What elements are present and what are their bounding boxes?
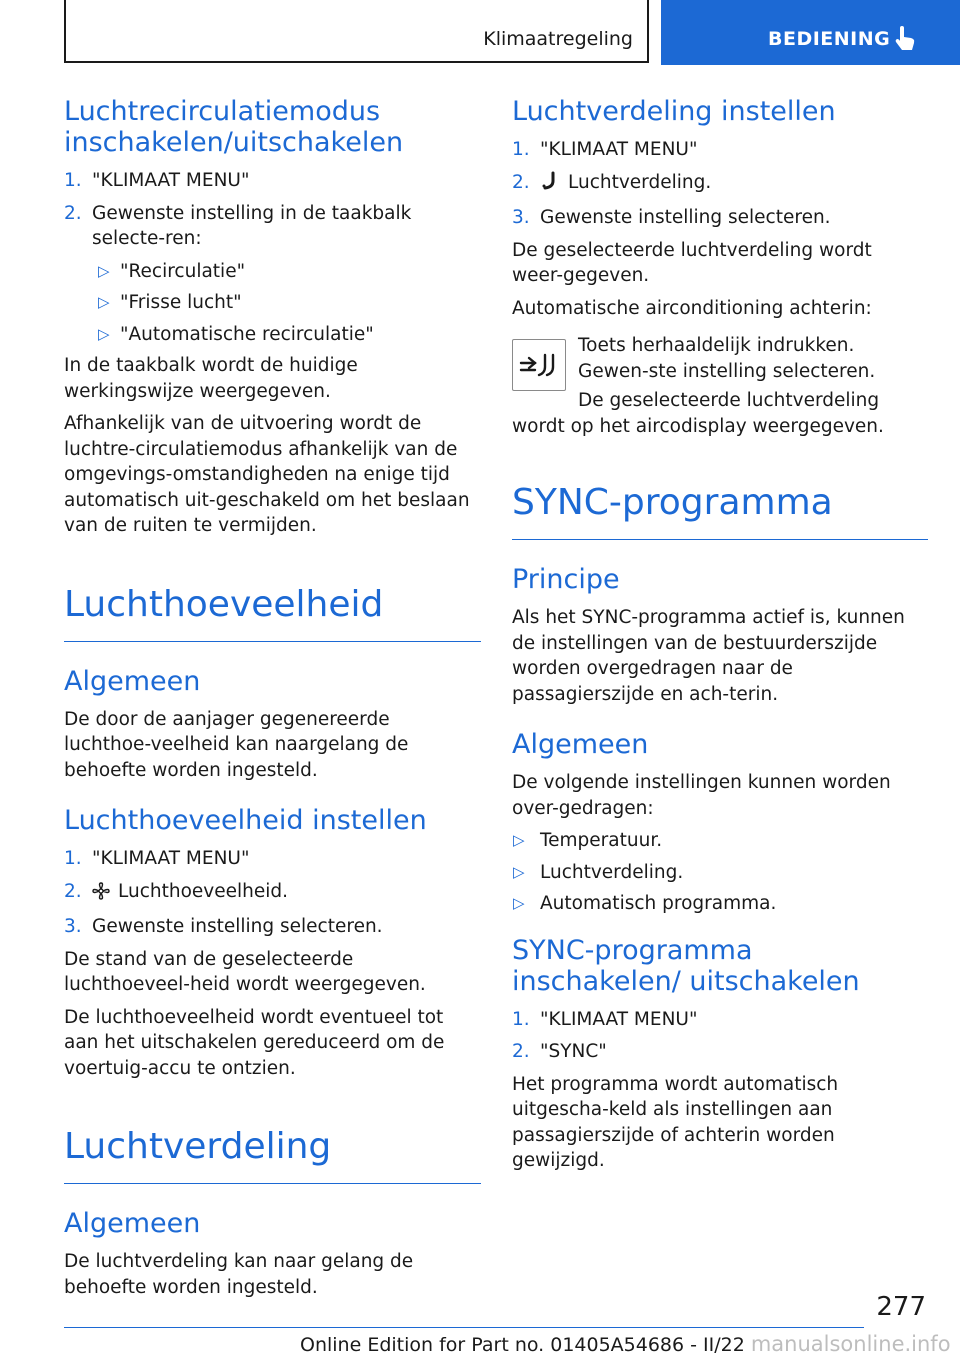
rear-ac-note [512, 333, 928, 384]
bullet-item: ▷ "Recirculatie" [98, 260, 246, 282]
rear-air-distribution-button-icon [512, 339, 566, 391]
section-title: Klimaatregeling [483, 28, 633, 50]
paragraph: In de taakbalk wordt de huidige werkingswijze weergegeven. [64, 355, 358, 402]
distset-heading: Luchtverdeling instellen [512, 96, 836, 127]
distribution-heading: Luchtverdeling [64, 1126, 332, 1167]
principle-heading: Principe [512, 564, 620, 595]
page-header [0, 0, 960, 66]
paragraph: De door de aanjager gegenereerde luchthoe-veelheid kan naargelang de behoefte worden ingesteld. [64, 708, 409, 781]
bullet-item: ▷ Luchtverdeling. [513, 861, 684, 883]
edition-text: Online Edition for Part no. 01405A54686 - II/22 [300, 1334, 745, 1356]
air-distribution-icon [540, 171, 568, 199]
list-item: 3. Gewenste instelling selecteren. [512, 207, 831, 228]
paragraph: Automatische airconditioning achterin: [512, 297, 872, 319]
paragraph: De luchthoeveelheid wordt eventueel tot aan het uitschakelen gereduceerd om de voertuig-accu te ontzien. [64, 1006, 445, 1079]
fan-icon [92, 882, 118, 908]
pointing-hand-icon [894, 26, 916, 56]
list-item: 1. "KLIMAAT MENU" [64, 848, 250, 869]
list-item: 2. Luchtverdeling. [512, 170, 928, 199]
list-item: 1. "KLIMAAT MENU" [512, 1008, 698, 1030]
sync-general-heading: Algemeen [512, 729, 649, 760]
list-item: 2. Luchthoeveelheid. [64, 879, 481, 908]
amount-general-heading: Algemeen [64, 665, 201, 697]
paragraph: De stand van de geselecteerde luchthoeveel-heid wordt weergegeven. [64, 948, 426, 995]
left-column [64, 96, 481, 1307]
paragraph: De geselecteerde luchtverdeling wordt weer-gegeven. [512, 239, 872, 286]
list-item: 2. Gewenste instelling in de taakbalk selecte-ren: [64, 202, 412, 249]
paragraph: De luchtverdeling kan naar gelang de behoefte worden ingesteld. [64, 1251, 414, 1298]
amount-heading: Luchthoeveelheid [64, 583, 384, 625]
amount-set-heading: Luchthoeveelheid instellen [64, 805, 427, 836]
paragraph: De volgende instellingen kunnen worden over-gedragen: [512, 772, 891, 819]
list-item: 1. "KLIMAAT MENU" [512, 139, 698, 160]
recirc-heading: Luchtrecirculatiemodus inschakelen/uitschakelen [64, 96, 404, 158]
chapter-tab [661, 0, 960, 65]
watermark: manualsonline.info [750, 1332, 951, 1356]
paragraph: Afhankelijk van de uitvoering wordt de luchtre-circulatiemodus afhankelijk van de omgevings-omstandigheden na enige tijd automatisch uit-geschakeld om het beslaan van de ruiten te vermijden. [64, 413, 470, 536]
heading-rule [64, 1183, 481, 1184]
heading-rule [64, 641, 481, 642]
heading-rule [512, 539, 928, 540]
paragraph: Toets herhaaldelijk indrukken. Gewen-ste instelling selecteren. [578, 335, 876, 382]
section-tab [64, 0, 649, 63]
footer-text [300, 1332, 951, 1356]
sync-toggle-heading: SYNC-programma inschakelen/ uitschakelen [512, 934, 860, 997]
paragraph: De geselecteerde luchtverdeling wordt op het aircodisplay weergegeven. [512, 390, 884, 437]
right-column [512, 96, 928, 1181]
bullet-item: ▷ Temperatuur. [513, 830, 663, 851]
list-item: 2. "SYNC" [512, 1041, 607, 1062]
page-number: 277 [876, 1292, 926, 1322]
list-item: 3. Gewenste instelling selecteren. [64, 916, 383, 937]
chapter-title: BEDIENING [768, 28, 891, 50]
footer-rule [64, 1327, 864, 1328]
bullet-item: ▷ "Automatische recirculatie" [98, 323, 374, 345]
recirc-steps [64, 168, 481, 252]
bullet-item: ▷ "Frisse lucht" [98, 292, 242, 313]
list-item: 1. "KLIMAAT MENU" [64, 170, 250, 191]
paragraph: Als het SYNC-programma actief is, kunnen de instellingen van de bestuurderszijde worden overgedragen naar de passagierszijde en ach-terin. [512, 607, 905, 705]
sync-heading: SYNC-programma [512, 482, 833, 523]
bullet-item: ▷ Automatisch programma. [513, 893, 777, 914]
paragraph: Het programma wordt automatisch uitgescha-keld als instellingen aan passagierszijde of achterin worden gewijzigd. [512, 1073, 839, 1171]
distribution-general-heading: Algemeen [64, 1208, 201, 1239]
